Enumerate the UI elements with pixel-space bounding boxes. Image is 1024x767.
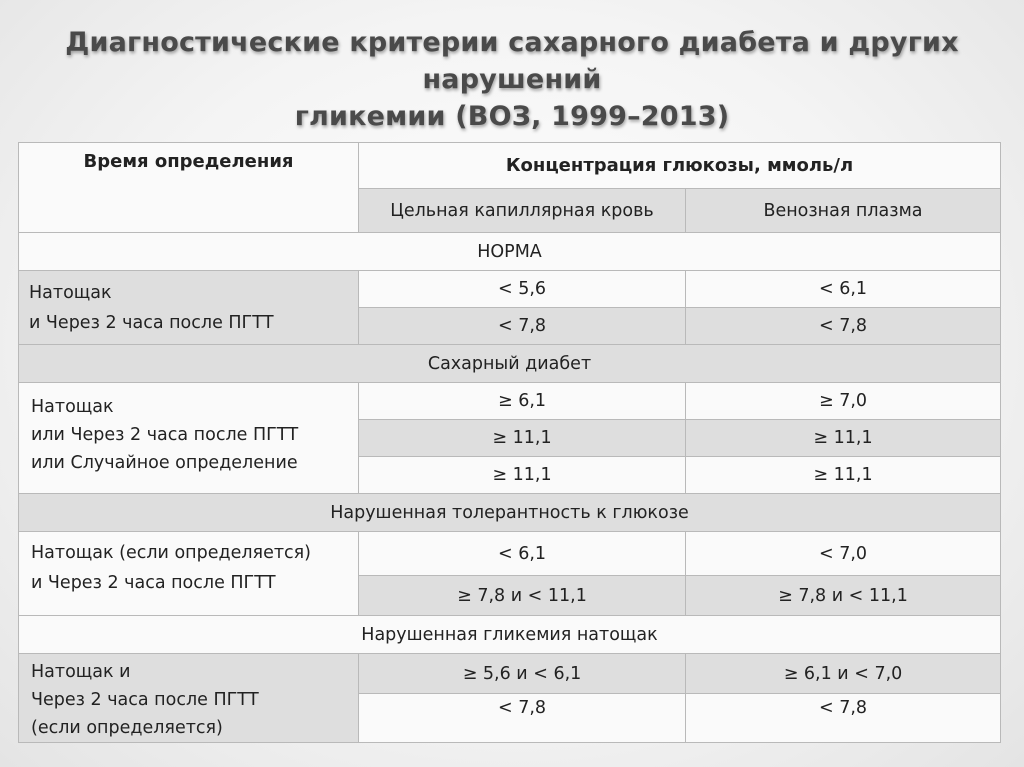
value-cell: < 7,0 — [686, 532, 1001, 576]
value-cell: < 7,8 — [686, 308, 1001, 345]
value-cell: ≥ 7,0 — [686, 383, 1001, 420]
section-label-igt — [19, 532, 359, 616]
title-line-2: гликемии (ВОЗ, 1999–2013) — [294, 101, 730, 132]
value-cell: < 7,8 — [686, 694, 1001, 743]
page-title — [0, 24, 1024, 135]
section-title-ifg: Нарушенная гликемия натощак — [19, 616, 1001, 654]
header-venous-label: Венозная плазма — [763, 200, 923, 221]
label-line: Натощак — [31, 397, 114, 417]
header-concentration-label: Концентрация глюкозы, ммоль/л — [505, 155, 854, 176]
label-line: или Случайное определение — [31, 453, 298, 473]
header-time-cell — [19, 143, 359, 233]
value-cell: ≥ 11,1 — [359, 420, 686, 457]
section-label-norm — [19, 271, 359, 345]
value-cell: < 7,8 — [359, 308, 686, 345]
section-title-norm: НОРМА — [19, 233, 1001, 271]
value-cell: ≥ 11,1 — [686, 420, 1001, 457]
value-cell: ≥ 11,1 — [686, 457, 1001, 494]
value-cell: ≥ 11,1 — [359, 457, 686, 494]
label-line: Натощак — [29, 282, 112, 303]
value-cell: < 6,1 — [359, 532, 686, 576]
section-title-igt: Нарушенная толерантность к глюкозе — [19, 494, 1001, 532]
value-cell: ≥ 5,6 и < 6,1 — [359, 654, 686, 694]
value-cell: ≥ 7,8 и < 11,1 — [359, 576, 686, 616]
label-line: и Через 2 часа после ПГТТ — [31, 573, 276, 593]
value-cell: < 5,6 — [359, 271, 686, 308]
value-cell: < 7,8 — [359, 694, 686, 743]
value-cell: < 6,1 — [686, 271, 1001, 308]
header-capillary-cell — [359, 189, 686, 233]
label-line: Натощак (если определяется) — [31, 543, 311, 563]
value-cell: ≥ 7,8 и < 11,1 — [686, 576, 1001, 616]
section-label-ifg — [19, 654, 359, 743]
header-capillary-label: Цельная капиллярная кровь — [390, 200, 654, 221]
label-line: или Через 2 часа после ПГТТ — [31, 425, 299, 445]
label-line: Натощак и — [31, 662, 131, 682]
label-line: (если определяется) — [31, 718, 223, 738]
section-label-diabetes — [19, 383, 359, 494]
label-line: Через 2 часа после ПГТТ — [31, 690, 259, 710]
value-cell: ≥ 6,1 и < 7,0 — [686, 654, 1001, 694]
header-concentration-cell — [359, 143, 1001, 189]
header-venous-cell — [686, 189, 1001, 233]
criteria-table — [18, 142, 1001, 743]
title-line-1: Диагностические критерии сахарного диабета и других нарушений — [65, 27, 959, 95]
header-time-label: Время определения — [83, 151, 294, 172]
section-title-diabetes: Сахарный диабет — [19, 345, 1001, 383]
label-line: и Через 2 часа после ПГТТ — [29, 312, 274, 333]
value-cell: ≥ 6,1 — [359, 383, 686, 420]
